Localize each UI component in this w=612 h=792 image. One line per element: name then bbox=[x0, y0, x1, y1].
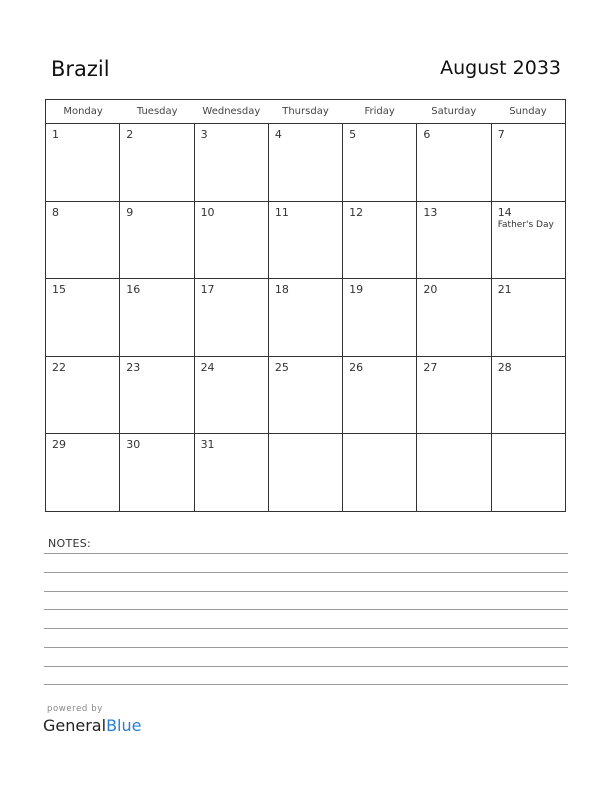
week-row bbox=[46, 357, 565, 435]
day-cell bbox=[343, 124, 417, 201]
day-number: 13 bbox=[423, 205, 438, 219]
day-cell bbox=[269, 357, 343, 434]
day-number: 20 bbox=[423, 283, 438, 297]
day-cell bbox=[120, 357, 194, 434]
weekday-friday: Friday bbox=[364, 106, 395, 117]
powered-by-text: powered by bbox=[47, 704, 103, 714]
month-title: August 2033 bbox=[440, 57, 561, 79]
day-number: 14 bbox=[497, 205, 512, 219]
note-line bbox=[44, 647, 568, 648]
day-number: 15 bbox=[52, 283, 66, 297]
day-cell bbox=[120, 279, 194, 356]
day-cell bbox=[417, 124, 491, 201]
week-row bbox=[46, 434, 565, 511]
weekday-wednesday: Wednesday bbox=[202, 106, 261, 117]
calendar-grid bbox=[45, 99, 566, 512]
day-number: 21 bbox=[497, 283, 512, 297]
day-cell bbox=[492, 279, 565, 356]
holiday-label: Father's Day bbox=[497, 219, 554, 230]
day-number: 19 bbox=[349, 283, 364, 297]
day-number: 2 bbox=[126, 128, 134, 141]
day-number: 3 bbox=[200, 128, 208, 141]
note-line bbox=[44, 684, 568, 685]
day-cell bbox=[417, 357, 491, 434]
day-number: 11 bbox=[274, 205, 289, 219]
weekday-saturday: Saturday bbox=[431, 106, 477, 117]
note-line bbox=[44, 666, 568, 667]
day-cell bbox=[195, 202, 269, 279]
day-number: 17 bbox=[200, 283, 215, 297]
day-number: 12 bbox=[349, 205, 364, 219]
brand-blue-text: Blue bbox=[106, 716, 142, 735]
note-line bbox=[44, 572, 568, 573]
day-number: 29 bbox=[52, 438, 66, 452]
day-number: 1 bbox=[52, 128, 59, 141]
note-line bbox=[44, 591, 568, 592]
brand-logo bbox=[43, 716, 141, 736]
day-number: 27 bbox=[423, 360, 438, 374]
day-cell bbox=[120, 202, 194, 279]
country-title: Brazil bbox=[51, 57, 110, 81]
day-number: 24 bbox=[200, 360, 215, 374]
day-number: 28 bbox=[497, 360, 512, 374]
day-number: 22 bbox=[52, 360, 66, 374]
notes-label: NOTES: bbox=[48, 537, 92, 550]
day-number: 4 bbox=[274, 128, 282, 141]
day-cell bbox=[46, 434, 120, 511]
weekday-monday: Monday bbox=[63, 106, 103, 117]
day-cell bbox=[343, 357, 417, 434]
day-cell bbox=[120, 124, 194, 201]
weekday-sunday: Sunday bbox=[509, 106, 547, 117]
day-number: 8 bbox=[52, 205, 59, 219]
day-cell bbox=[120, 434, 194, 511]
day-cell bbox=[46, 279, 120, 356]
day-cell bbox=[195, 434, 269, 511]
day-cell bbox=[492, 202, 565, 279]
day-cell bbox=[492, 124, 565, 201]
weekday-thursday: Thursday bbox=[282, 106, 329, 117]
day-cell bbox=[417, 279, 491, 356]
day-number: 23 bbox=[126, 360, 141, 374]
day-cell bbox=[343, 202, 417, 279]
day-number: 26 bbox=[349, 360, 364, 374]
week-row bbox=[46, 279, 565, 357]
day-number: 16 bbox=[126, 283, 141, 297]
day-cell bbox=[195, 357, 269, 434]
day-number: 9 bbox=[126, 205, 134, 219]
note-line bbox=[44, 553, 568, 554]
week-row bbox=[46, 124, 565, 202]
day-number: 6 bbox=[423, 128, 431, 141]
day-cell bbox=[417, 202, 491, 279]
day-cell bbox=[492, 357, 565, 434]
day-cell bbox=[269, 124, 343, 201]
weeks-container bbox=[46, 124, 565, 511]
day-number: 31 bbox=[200, 438, 215, 452]
day-cell bbox=[46, 202, 120, 279]
day-cell bbox=[46, 124, 120, 201]
day-cell bbox=[492, 434, 565, 511]
day-number: 18 bbox=[274, 283, 289, 297]
day-number: 10 bbox=[200, 205, 215, 219]
day-number: 5 bbox=[349, 128, 357, 141]
day-cell bbox=[343, 434, 417, 511]
day-cell bbox=[269, 279, 343, 356]
note-line bbox=[44, 628, 568, 629]
weekday-tuesday: Tuesday bbox=[136, 106, 178, 117]
day-cell bbox=[343, 279, 417, 356]
day-number: 7 bbox=[497, 128, 505, 141]
week-row bbox=[46, 202, 565, 280]
brand-general-text: General bbox=[43, 716, 107, 735]
note-line bbox=[44, 609, 568, 610]
day-cell bbox=[195, 124, 269, 201]
day-cell bbox=[269, 434, 343, 511]
day-cell bbox=[46, 357, 120, 434]
day-cell bbox=[195, 279, 269, 356]
day-number: 25 bbox=[274, 360, 289, 374]
weekday-header-row bbox=[46, 100, 565, 124]
day-cell bbox=[269, 202, 343, 279]
day-number: 30 bbox=[126, 438, 141, 452]
day-cell bbox=[417, 434, 491, 511]
